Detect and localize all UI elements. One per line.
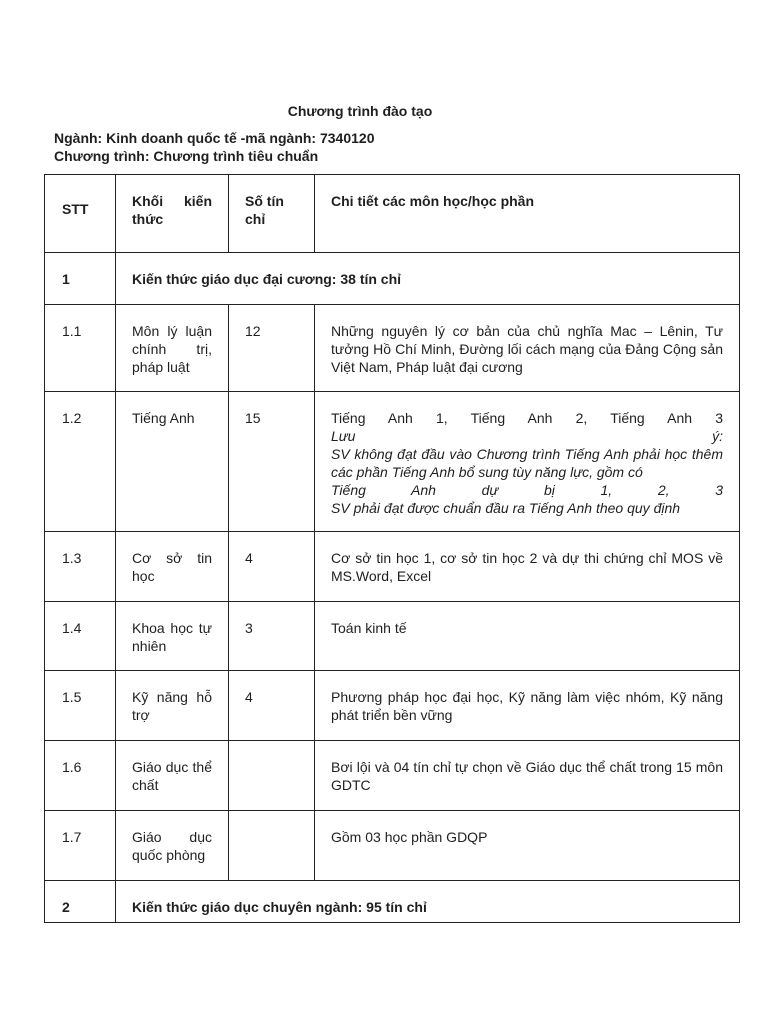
row-detail: Bơi lội và 04 tín chỉ tự chọn về Giáo dục thể chất trong 15 môn GDTC [331,759,723,793]
note-label: Lưu ý: [331,428,723,444]
table-row [45,305,740,392]
row-stt: 1.6 [62,759,82,775]
row-stt: 1.7 [62,829,82,845]
row-tinchi [229,741,314,758]
section-1-stt: 1 [62,271,70,287]
table-row [45,811,740,881]
section-2-label: Kiến thức giáo dục chuyên ngành: 95 tín chỉ [132,899,427,915]
table-row [45,392,740,532]
header-khoi-kien-thuc: Khối kiến thức [132,193,212,227]
row-detail: Gồm 03 học phần GDQP [331,829,488,845]
note-text-2: Tiếng Anh dự bị 1, 2, 3 [331,482,723,498]
row-detail [315,392,739,517]
note-text-3: SV phải đạt được chuẩn đầu ra Tiếng Anh theo quy định [331,500,681,516]
row-khoi: Khoa học tự nhiên [132,620,212,654]
row-detail: Toán kinh tế [331,620,407,636]
row-khoi: Giáo dục quốc phòng [132,829,212,863]
section-row-2 [45,881,740,923]
major-line: Ngành: Kinh doanh quốc tế -mã ngành: 7340120 [54,130,375,146]
row-tinchi: 4 [245,689,253,705]
row-stt: 1.4 [62,620,82,636]
row-detail: Cơ sở tin học 1, cơ sở tin học 2 và dự thi chứng chỉ MOS về MS.Word, Excel [331,550,723,584]
row-khoi: Kỹ năng hỗ trợ [132,689,212,723]
row-stt: 1.5 [62,689,82,705]
row-khoi: Tiếng Anh [132,410,195,426]
row-khoi: Giáo dục thể chất [132,759,212,793]
section-2-stt: 2 [62,899,70,915]
header-so-tin-chi: Số tín chỉ [245,193,284,227]
row-khoi: Môn lý luận chính trị, pháp luật [132,323,212,375]
program-line: Chương trình: Chương trình tiêu chuẩn [54,148,319,164]
row-stt: 1.1 [62,323,82,339]
row-stt: 1.3 [62,550,82,566]
row-tinchi: 12 [245,323,261,339]
row-tinchi [229,811,314,828]
curriculum-table [44,174,740,923]
table-row [45,532,740,602]
row-detail: Những nguyên lý cơ bản của chủ nghĩa Mac – Lênin, Tư tưởng Hồ Chí Minh, Đường lối cách mạng của Đảng Cộng sản Việt Nam, Pháp luật đại cương [331,323,723,375]
document-title: Chương trình đào tạo [287,103,433,119]
header-chi-tiet: Chi tiết các môn học/học phần [331,193,535,209]
table-row [45,671,740,741]
row-detail: Phương pháp học đại học, Kỹ năng làm việc nhóm, Kỹ năng phát triển bền vững [331,689,723,723]
table-row [45,741,740,811]
row-tinchi: 15 [245,410,261,426]
table-header-row [45,175,740,253]
header-stt: STT [62,201,89,217]
row-tinchi: 4 [245,550,253,566]
section-1-label: Kiến thức giáo dục đại cương: 38 tín chỉ [132,271,402,287]
row-stt: 1.2 [62,410,82,426]
table-row [45,602,740,671]
row-khoi: Cơ sở tin học [132,550,212,584]
english-courses-line: Tiếng Anh 1, Tiếng Anh 2, Tiếng Anh 3 [331,410,723,426]
section-row-1 [45,253,740,305]
note-text-1: SV không đạt đầu vào Chương trình Tiếng Anh phải học thêm các phần Tiếng Anh bổ sung tùy năng lực, gồm có [331,446,723,480]
row-tinchi: 3 [245,620,253,636]
